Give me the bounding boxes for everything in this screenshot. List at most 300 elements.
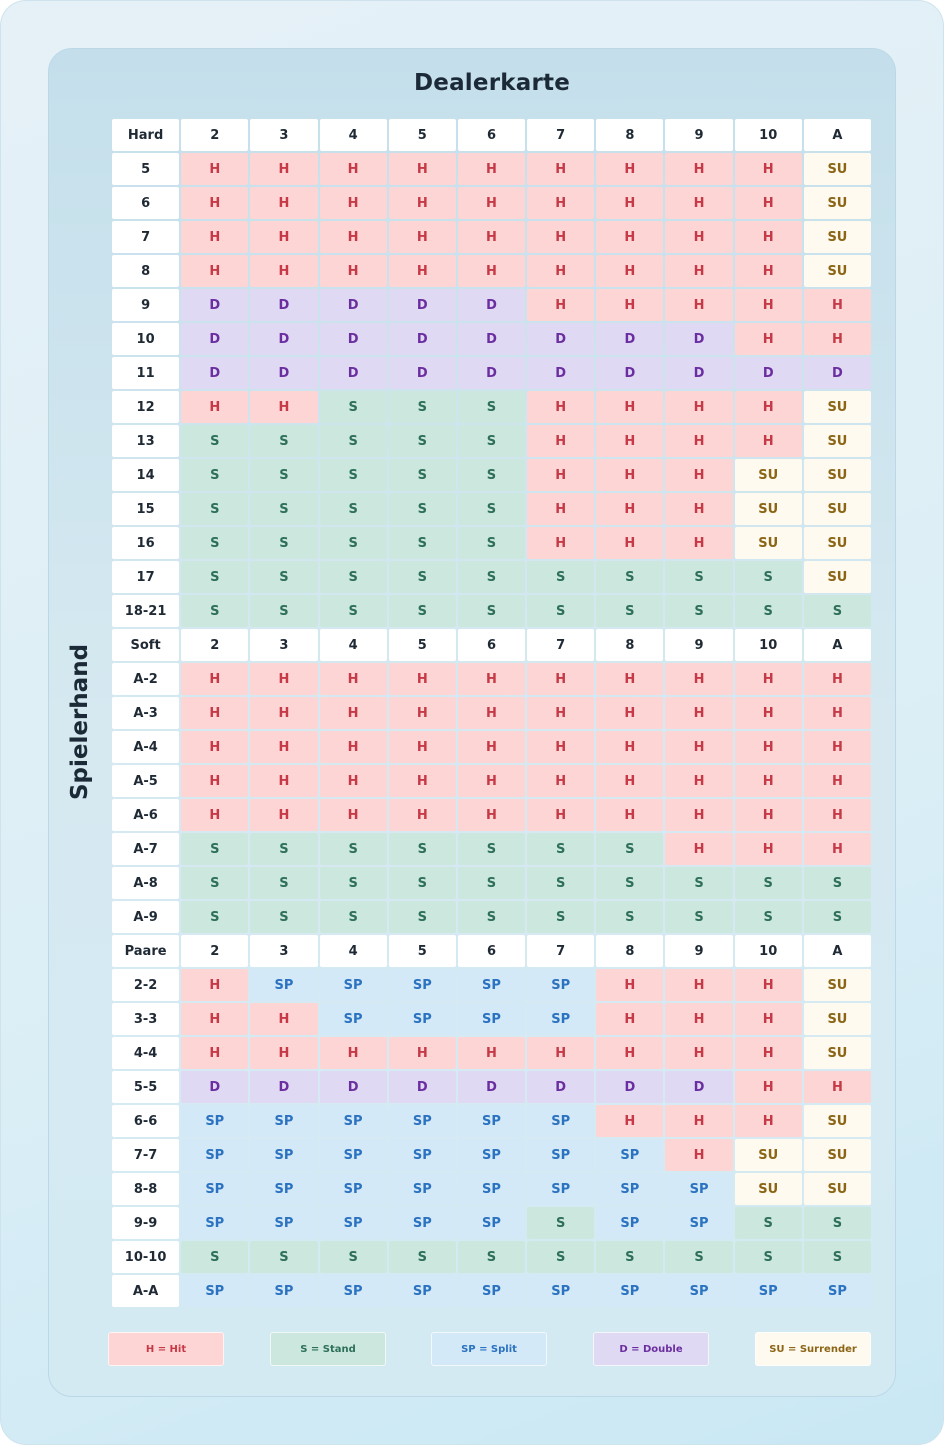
action-cell: SP	[458, 1275, 525, 1307]
action-cell: H	[735, 153, 802, 185]
action-cell: H	[320, 697, 387, 729]
action-cell: H	[320, 731, 387, 763]
action-cell: H	[250, 1003, 317, 1035]
action-cell: D	[181, 289, 248, 321]
action-cell: S	[181, 493, 248, 525]
action-cell: D	[596, 357, 663, 389]
action-cell: H	[181, 255, 248, 287]
player-hand-label: 8-8	[112, 1173, 179, 1205]
action-cell: D	[527, 357, 594, 389]
action-cell: D	[250, 289, 317, 321]
strategy-table	[112, 119, 871, 1307]
action-cell: H	[735, 255, 802, 287]
action-cell: H	[527, 391, 594, 423]
player-hand-label: A-2	[112, 663, 179, 695]
action-cell: SU	[735, 1173, 802, 1205]
action-cell: S	[320, 425, 387, 457]
action-cell: S	[735, 1207, 802, 1239]
action-cell: H	[596, 663, 663, 695]
action-cell: SP	[320, 1139, 387, 1171]
action-cell: SP	[250, 1275, 317, 1307]
dealer-column-header: 10	[735, 629, 802, 661]
action-cell: S	[181, 1241, 248, 1273]
action-cell: SU	[804, 153, 871, 185]
action-cell: S	[250, 493, 317, 525]
action-cell: SU	[804, 459, 871, 491]
dealer-column-header: 5	[389, 119, 456, 151]
action-cell: D	[320, 289, 387, 321]
dealer-column-header: 7	[527, 629, 594, 661]
action-cell: S	[458, 1241, 525, 1273]
action-cell: S	[389, 391, 456, 423]
action-cell: H	[181, 153, 248, 185]
action-cell: H	[389, 153, 456, 185]
action-cell: H	[389, 1037, 456, 1069]
dealer-column-header: A	[804, 119, 871, 151]
action-cell: H	[665, 1105, 732, 1137]
dealer-column-header: 8	[596, 119, 663, 151]
action-cell: S	[458, 391, 525, 423]
action-cell: S	[320, 391, 387, 423]
action-cell: H	[458, 765, 525, 797]
action-cell: D	[527, 1071, 594, 1103]
action-cell: SP	[389, 1173, 456, 1205]
action-cell: SP	[181, 1207, 248, 1239]
action-cell: H	[181, 1003, 248, 1035]
action-cell: H	[665, 663, 732, 695]
action-cell: SP	[596, 1207, 663, 1239]
dealer-column-header: 8	[596, 629, 663, 661]
action-cell: SP	[250, 1105, 317, 1137]
legend-item-s: S = Stand	[270, 1332, 386, 1366]
action-cell: H	[320, 663, 387, 695]
action-cell: H	[735, 663, 802, 695]
player-hand-label: 9-9	[112, 1207, 179, 1239]
action-cell: S	[458, 425, 525, 457]
action-cell: D	[527, 323, 594, 355]
action-cell: S	[320, 867, 387, 899]
action-cell: H	[458, 255, 525, 287]
action-cell: S	[250, 901, 317, 933]
action-cell: H	[665, 527, 732, 559]
action-cell: S	[250, 425, 317, 457]
action-cell: SP	[458, 1207, 525, 1239]
action-cell: H	[250, 1037, 317, 1069]
action-cell: S	[804, 1207, 871, 1239]
player-hand-label: 5-5	[112, 1071, 179, 1103]
action-cell: H	[804, 697, 871, 729]
action-cell: D	[250, 1071, 317, 1103]
action-cell: S	[735, 1241, 802, 1273]
action-cell: D	[250, 323, 317, 355]
action-cell: H	[596, 221, 663, 253]
dealer-column-header: 3	[250, 629, 317, 661]
action-cell: H	[181, 969, 248, 1001]
action-cell: H	[596, 493, 663, 525]
action-cell: SP	[250, 1139, 317, 1171]
action-cell: H	[665, 765, 732, 797]
action-cell: S	[735, 595, 802, 627]
action-cell: H	[389, 765, 456, 797]
action-cell: S	[735, 561, 802, 593]
action-cell: S	[181, 901, 248, 933]
action-cell: H	[665, 255, 732, 287]
action-cell: H	[527, 255, 594, 287]
action-cell: H	[735, 1003, 802, 1035]
action-cell: H	[320, 799, 387, 831]
action-cell: SP	[527, 1105, 594, 1137]
action-cell: H	[181, 731, 248, 763]
action-cell: SU	[804, 561, 871, 593]
action-cell: S	[389, 1241, 456, 1273]
player-hand-label: 2-2	[112, 969, 179, 1001]
action-cell: H	[250, 221, 317, 253]
action-cell: SP	[804, 1275, 871, 1307]
dealer-column-header: 9	[665, 629, 732, 661]
action-cell: SP	[320, 1105, 387, 1137]
action-cell: SP	[250, 969, 317, 1001]
action-cell: D	[320, 323, 387, 355]
action-cell: S	[389, 867, 456, 899]
action-cell: SP	[389, 1139, 456, 1171]
action-cell: D	[458, 289, 525, 321]
player-hand-label: 14	[112, 459, 179, 491]
action-cell: D	[181, 357, 248, 389]
player-hand-label: A-3	[112, 697, 179, 729]
dealer-column-header: 9	[665, 935, 732, 967]
action-cell: H	[389, 221, 456, 253]
action-cell: H	[527, 425, 594, 457]
action-cell: S	[665, 901, 732, 933]
action-cell: H	[735, 1105, 802, 1137]
action-cell: H	[527, 527, 594, 559]
action-cell: SP	[389, 969, 456, 1001]
section-title-paare: Paare	[112, 935, 179, 967]
player-hand-label: 6-6	[112, 1105, 179, 1137]
action-cell: S	[458, 595, 525, 627]
action-cell: SU	[804, 425, 871, 457]
action-cell: SP	[665, 1275, 732, 1307]
action-cell: SP	[320, 1003, 387, 1035]
action-cell: S	[250, 527, 317, 559]
action-cell: H	[665, 289, 732, 321]
action-cell: SU	[804, 1139, 871, 1171]
dealer-column-header: 2	[181, 629, 248, 661]
action-cell: S	[804, 901, 871, 933]
action-cell: S	[389, 901, 456, 933]
action-cell: S	[320, 595, 387, 627]
action-cell: D	[804, 357, 871, 389]
action-cell: S	[320, 459, 387, 491]
action-cell: S	[596, 833, 663, 865]
dealer-column-header: 3	[250, 935, 317, 967]
legend	[108, 1332, 871, 1366]
action-cell: H	[735, 697, 802, 729]
action-cell: H	[596, 289, 663, 321]
action-cell: H	[458, 1037, 525, 1069]
action-cell: SU	[735, 493, 802, 525]
action-cell: H	[735, 187, 802, 219]
action-cell: H	[250, 697, 317, 729]
action-cell: SU	[804, 1105, 871, 1137]
action-cell: D	[596, 323, 663, 355]
action-cell: SU	[735, 1139, 802, 1171]
action-cell: SP	[596, 1173, 663, 1205]
action-cell: H	[665, 731, 732, 763]
action-cell: H	[527, 493, 594, 525]
action-cell: S	[596, 1241, 663, 1273]
player-hand-label: 17	[112, 561, 179, 593]
action-cell: S	[458, 561, 525, 593]
action-cell: H	[320, 221, 387, 253]
action-cell: H	[804, 833, 871, 865]
action-cell: H	[389, 731, 456, 763]
action-cell: H	[735, 1071, 802, 1103]
action-cell: H	[804, 765, 871, 797]
action-cell: H	[181, 391, 248, 423]
action-cell: H	[250, 391, 317, 423]
action-cell: S	[320, 493, 387, 525]
player-hand-label: 9	[112, 289, 179, 321]
action-cell: H	[181, 1037, 248, 1069]
action-cell: SU	[804, 527, 871, 559]
action-cell: H	[389, 663, 456, 695]
action-cell: H	[665, 493, 732, 525]
legend-item-sp: SP = Split	[431, 1332, 547, 1366]
player-hand-label: 11	[112, 357, 179, 389]
action-cell: S	[389, 493, 456, 525]
dealer-column-header: 4	[320, 935, 387, 967]
action-cell: H	[527, 799, 594, 831]
action-cell: H	[320, 153, 387, 185]
action-cell: S	[458, 527, 525, 559]
action-cell: SU	[804, 221, 871, 253]
action-cell: H	[665, 799, 732, 831]
action-cell: S	[250, 561, 317, 593]
action-cell: SP	[181, 1173, 248, 1205]
player-hand-label: 4-4	[112, 1037, 179, 1069]
action-cell: S	[665, 867, 732, 899]
action-cell: H	[665, 153, 732, 185]
action-cell: H	[596, 799, 663, 831]
action-cell: H	[596, 1037, 663, 1069]
action-cell: H	[804, 799, 871, 831]
action-cell: D	[665, 357, 732, 389]
action-cell: SU	[804, 493, 871, 525]
action-cell: H	[181, 187, 248, 219]
action-cell: H	[250, 731, 317, 763]
action-cell: S	[665, 595, 732, 627]
player-hand-label: 15	[112, 493, 179, 525]
action-cell: H	[735, 221, 802, 253]
player-hand-heading: Spielerhand	[67, 643, 93, 801]
dealer-column-header: 6	[458, 119, 525, 151]
dealer-column-header: 10	[735, 935, 802, 967]
action-cell: S	[320, 833, 387, 865]
action-cell: S	[527, 1207, 594, 1239]
action-cell: H	[596, 187, 663, 219]
action-cell: SU	[804, 1173, 871, 1205]
action-cell: H	[596, 425, 663, 457]
action-cell: SP	[458, 1173, 525, 1205]
action-cell: S	[458, 459, 525, 491]
action-cell: H	[596, 731, 663, 763]
action-cell: H	[804, 663, 871, 695]
action-cell: D	[320, 357, 387, 389]
action-cell: D	[250, 357, 317, 389]
action-cell: S	[527, 833, 594, 865]
action-cell: H	[735, 765, 802, 797]
dealer-card-heading: Dealerkarte	[414, 70, 570, 96]
legend-item-su: SU = Surrender	[755, 1332, 871, 1366]
action-cell: SP	[527, 1003, 594, 1035]
action-cell: SP	[389, 1275, 456, 1307]
action-cell: SP	[389, 1207, 456, 1239]
action-cell: H	[181, 663, 248, 695]
action-cell: S	[527, 1241, 594, 1273]
action-cell: SP	[181, 1275, 248, 1307]
action-cell: H	[735, 323, 802, 355]
action-cell: S	[735, 867, 802, 899]
action-cell: S	[527, 867, 594, 899]
action-cell: H	[665, 459, 732, 491]
action-cell: SU	[735, 527, 802, 559]
action-cell: H	[250, 663, 317, 695]
action-cell: S	[320, 901, 387, 933]
player-hand-label: A-7	[112, 833, 179, 865]
action-cell: H	[320, 765, 387, 797]
action-cell: SP	[320, 1173, 387, 1205]
action-cell: H	[735, 1037, 802, 1069]
dealer-column-header: 5	[389, 629, 456, 661]
action-cell: D	[181, 323, 248, 355]
dealer-column-header: 8	[596, 935, 663, 967]
action-cell: H	[250, 799, 317, 831]
action-cell: H	[527, 187, 594, 219]
action-cell: H	[596, 765, 663, 797]
action-cell: SU	[804, 1037, 871, 1069]
action-cell: H	[181, 697, 248, 729]
action-cell: S	[458, 867, 525, 899]
action-cell: D	[389, 357, 456, 389]
action-cell: S	[458, 901, 525, 933]
action-cell: H	[389, 697, 456, 729]
dealer-column-header: 9	[665, 119, 732, 151]
action-cell: S	[665, 1241, 732, 1273]
action-cell: SP	[458, 1105, 525, 1137]
player-hand-label: A-8	[112, 867, 179, 899]
action-cell: H	[804, 731, 871, 763]
dealer-column-header: 4	[320, 119, 387, 151]
action-cell: H	[320, 255, 387, 287]
action-cell: H	[250, 255, 317, 287]
action-cell: H	[596, 459, 663, 491]
action-cell: SP	[665, 1173, 732, 1205]
action-cell: H	[735, 425, 802, 457]
action-cell: H	[596, 391, 663, 423]
action-cell: H	[665, 1037, 732, 1069]
action-cell: H	[389, 187, 456, 219]
action-cell: H	[389, 255, 456, 287]
action-cell: SP	[665, 1207, 732, 1239]
action-cell: SP	[735, 1275, 802, 1307]
action-cell: SU	[804, 391, 871, 423]
action-cell: S	[596, 867, 663, 899]
action-cell: SP	[527, 1173, 594, 1205]
legend-item-h: H = Hit	[108, 1332, 224, 1366]
action-cell: S	[389, 561, 456, 593]
action-cell: H	[527, 289, 594, 321]
action-cell: D	[735, 357, 802, 389]
action-cell: H	[665, 969, 732, 1001]
action-cell: H	[527, 731, 594, 763]
dealer-column-header: 4	[320, 629, 387, 661]
action-cell: H	[527, 221, 594, 253]
action-cell: D	[320, 1071, 387, 1103]
action-cell: SP	[181, 1105, 248, 1137]
action-cell: S	[389, 425, 456, 457]
action-cell: SP	[458, 1003, 525, 1035]
player-hand-label: 5	[112, 153, 179, 185]
action-cell: SP	[320, 1207, 387, 1239]
player-hand-label: 13	[112, 425, 179, 457]
action-cell: SP	[250, 1173, 317, 1205]
action-cell: H	[735, 969, 802, 1001]
dealer-column-header: A	[804, 629, 871, 661]
action-cell: H	[250, 187, 317, 219]
action-cell: S	[320, 561, 387, 593]
action-cell: H	[735, 289, 802, 321]
action-cell: H	[665, 221, 732, 253]
action-cell: H	[181, 765, 248, 797]
dealer-column-header: 7	[527, 935, 594, 967]
action-cell: D	[458, 323, 525, 355]
action-cell: S	[527, 561, 594, 593]
section-title-hard: Hard	[112, 119, 179, 151]
action-cell: H	[665, 1139, 732, 1171]
action-cell: SU	[804, 187, 871, 219]
action-cell: H	[458, 731, 525, 763]
action-cell: S	[181, 595, 248, 627]
action-cell: SP	[320, 969, 387, 1001]
action-cell: S	[458, 493, 525, 525]
action-cell: SP	[527, 1139, 594, 1171]
action-cell: S	[181, 425, 248, 457]
action-cell: H	[527, 697, 594, 729]
action-cell: D	[665, 1071, 732, 1103]
action-cell: SU	[804, 1003, 871, 1035]
action-cell: H	[389, 799, 456, 831]
dealer-column-header: 3	[250, 119, 317, 151]
player-hand-label: 7-7	[112, 1139, 179, 1171]
player-hand-label: 16	[112, 527, 179, 559]
action-cell: H	[665, 391, 732, 423]
action-cell: S	[596, 595, 663, 627]
action-cell: H	[458, 799, 525, 831]
dealer-column-header: 10	[735, 119, 802, 151]
dealer-column-header: 7	[527, 119, 594, 151]
action-cell: H	[735, 799, 802, 831]
player-hand-label: 3-3	[112, 1003, 179, 1035]
action-cell: H	[596, 1105, 663, 1137]
action-cell: S	[527, 901, 594, 933]
action-cell: H	[735, 833, 802, 865]
action-cell: H	[527, 663, 594, 695]
action-cell: SP	[389, 1105, 456, 1137]
action-cell: H	[665, 425, 732, 457]
action-cell: H	[320, 187, 387, 219]
action-cell: D	[665, 323, 732, 355]
